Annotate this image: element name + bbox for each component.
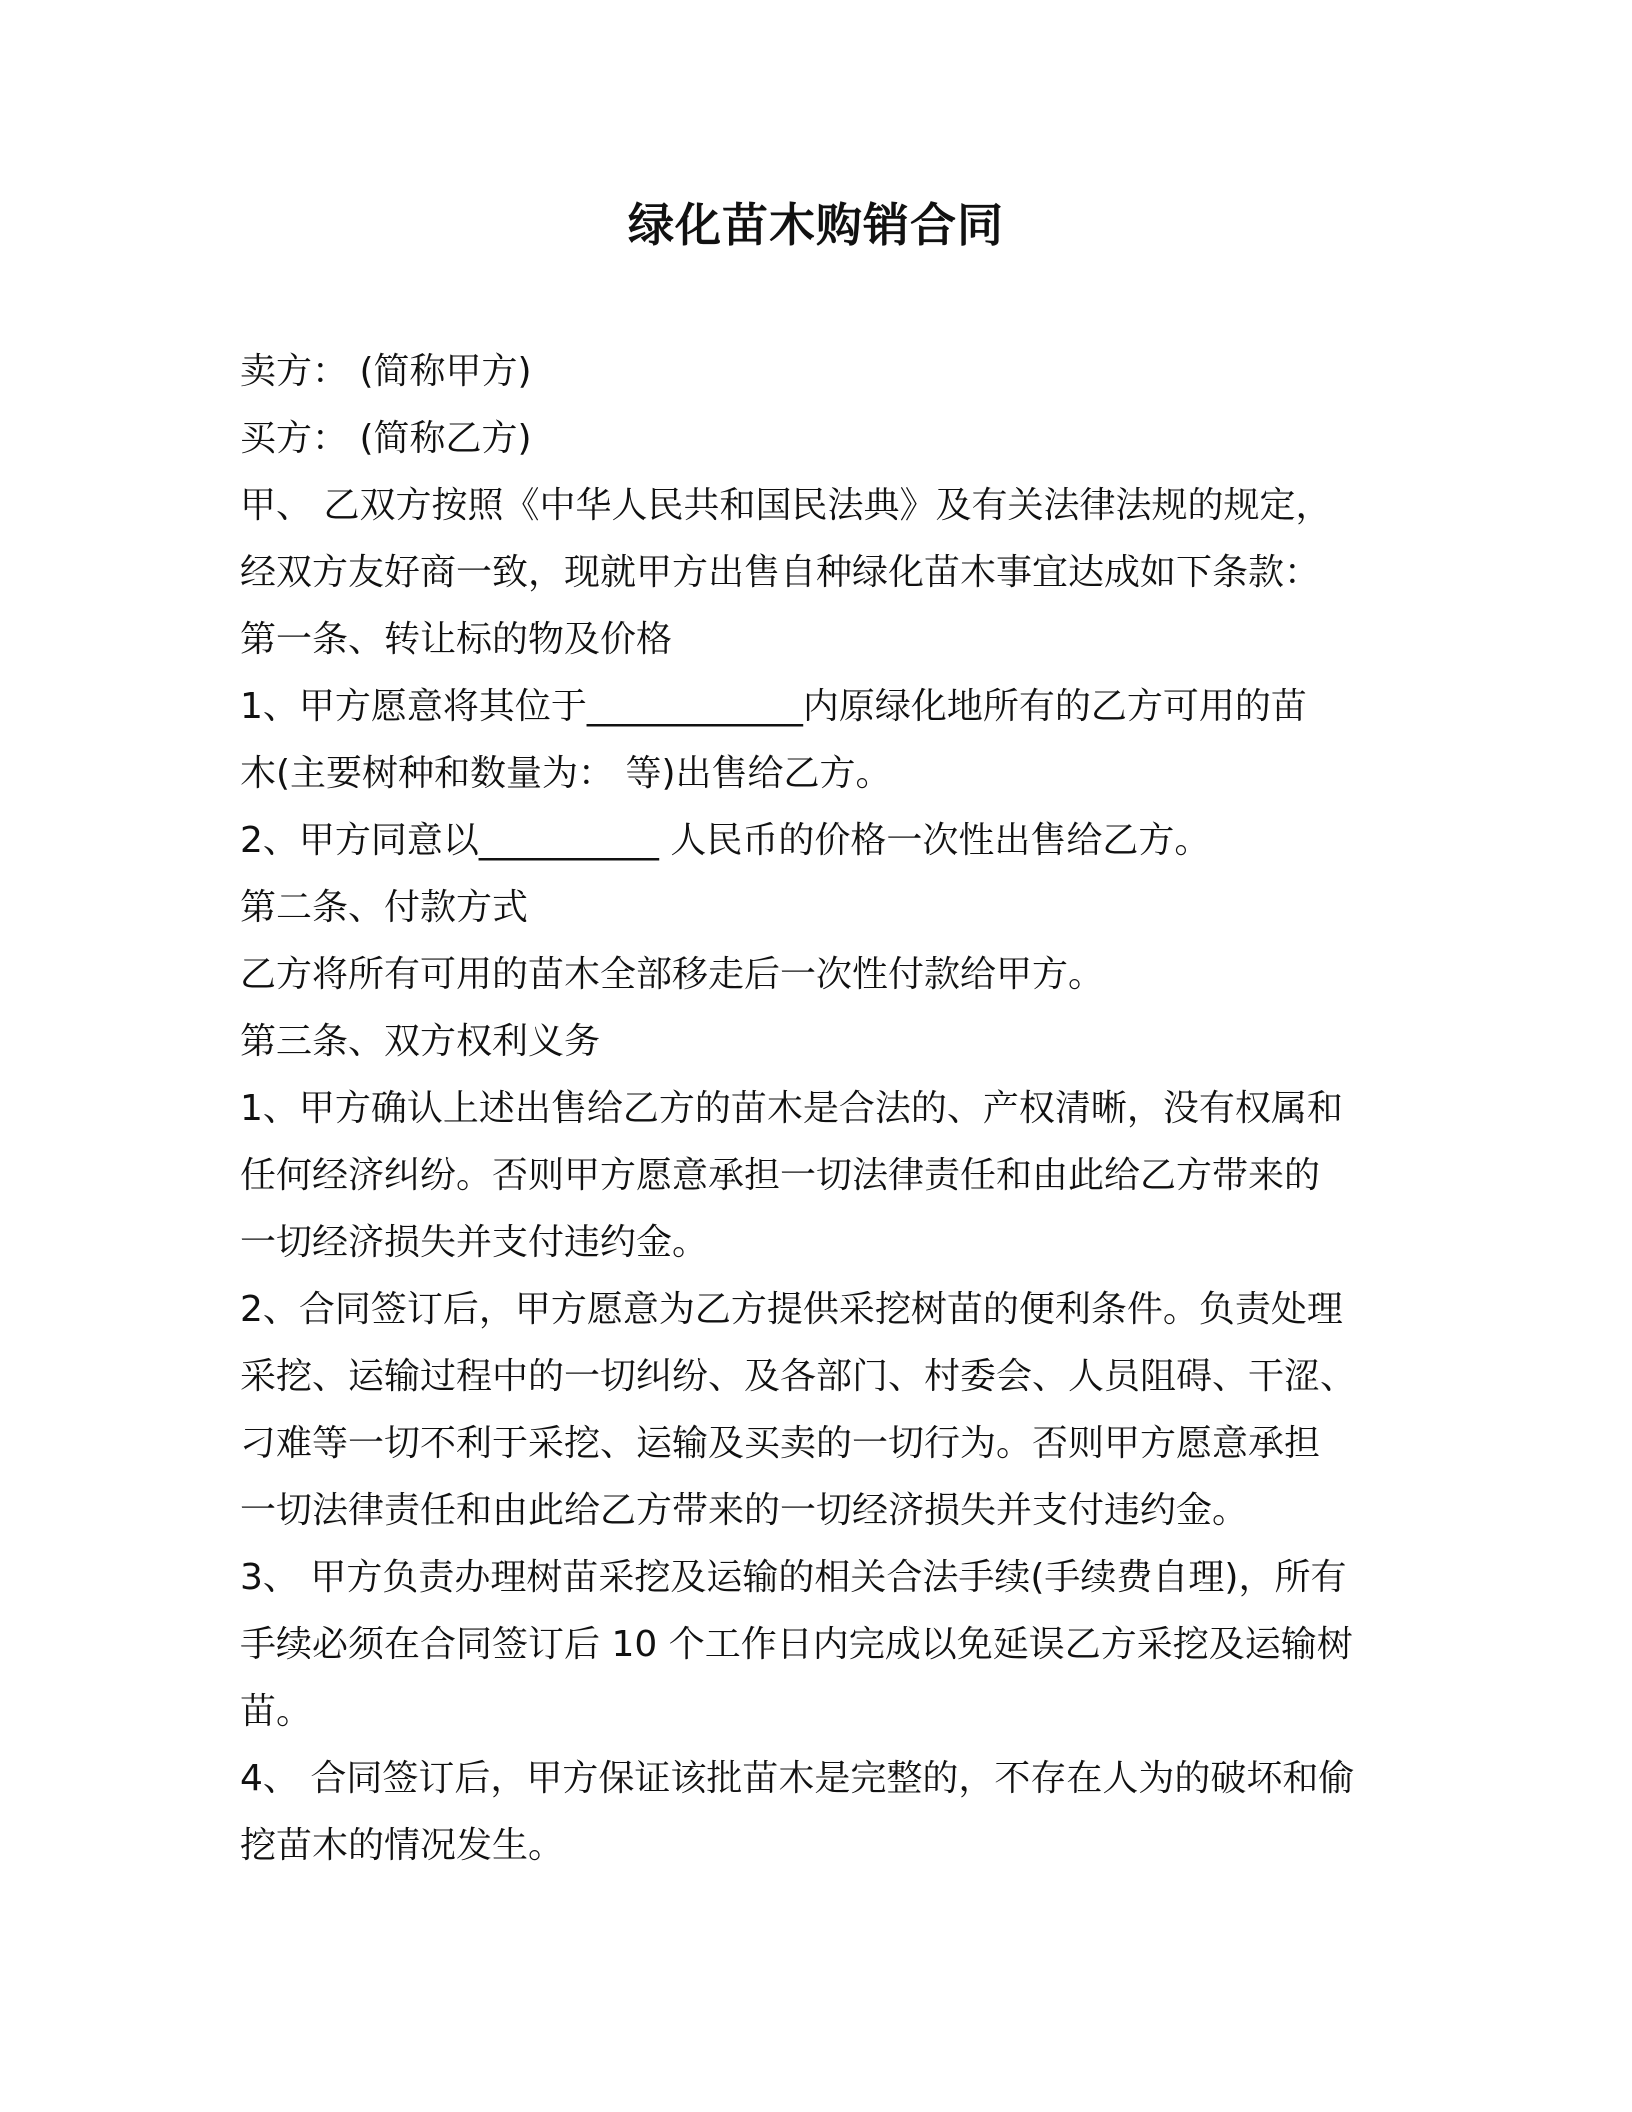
clause-line: 刁难等一切不利于采挖、运输及买卖的一切行为。否则甲方愿意承担 (240, 1423, 1321, 1464)
clause-line: 一切法律责任和由此给乙方带来的一切经济损失并支付违约金。 (240, 1490, 1249, 1531)
clause-line: 一切经济损失并支付违约金。 (240, 1222, 709, 1263)
clause-line: 2、合同签订后，甲方愿意为乙方提供采挖树苗的便利条件。负责处理 (240, 1289, 1343, 1330)
clause-line: 挖苗木的情况发生。 (240, 1825, 565, 1866)
clause-line: 1、甲方确认上述出售给乙方的苗木是合法的、产权清晰，没有权属和 (240, 1088, 1343, 1129)
clause-line: 手续必须在合同签订后 10 个工作日内完成以免延误乙方采挖及运输树 (240, 1624, 1353, 1665)
buyer-line: 买方： (简称乙方) (240, 418, 532, 459)
clause-line: 3、 甲方负责办理树苗采挖及运输的相关合法手续(手续费自理)，所有 (240, 1557, 1347, 1598)
document-body (240, 338, 1400, 1879)
clause-line: 木(主要树种和数量为： 等)出售给乙方。 (240, 753, 892, 794)
article-heading: 第一条、转让标的物及价格 (240, 619, 673, 660)
preamble-line: 经双方友好商一致，现就甲方出售自种绿化苗木事宜达成如下条款： (240, 552, 1321, 593)
clause-line: 4、 合同签订后，甲方保证该批苗木是完整的，不存在人为的破坏和偷 (240, 1758, 1355, 1799)
clause-line: 任何经济纠纷。否则甲方愿意承担一切法律责任和由此给乙方带来的 (240, 1155, 1321, 1196)
clause-line: 采挖、运输过程中的一切纠纷、及各部门、村委会、人员阻碍、干涩、 (240, 1356, 1357, 1397)
clause-line: 苗。 (240, 1691, 313, 1732)
seller-line: 卖方： (简称甲方) (240, 351, 532, 392)
document-title: 绿化苗木购销合同 (628, 198, 1004, 252)
article-heading: 第三条、双方权利义务 (240, 1021, 601, 1062)
clause-line: 1、甲方愿意将其位于____________内原绿化地所有的乙方可用的苗 (240, 686, 1307, 727)
clause-line: 乙方将所有可用的苗木全部移走后一次性付款给甲方。 (240, 954, 1105, 995)
preamble-line: 甲、 乙双方按照《中华人民共和国民法典》及有关法律法规的规定， (240, 485, 1332, 526)
article-heading: 第二条、付款方式 (240, 887, 529, 928)
clause-line: 2、甲方同意以__________ 人民币的价格一次性出售给乙方。 (240, 820, 1211, 861)
